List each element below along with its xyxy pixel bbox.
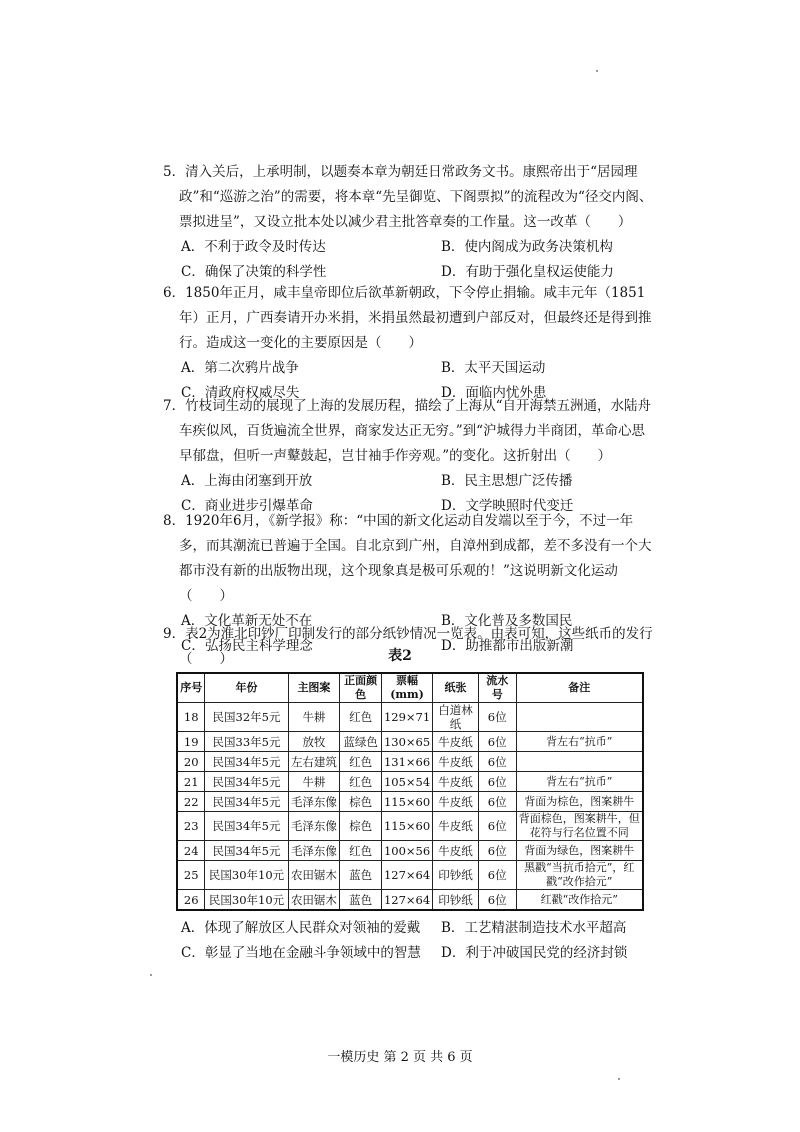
- cell-year: 民国32年5元: [205, 703, 288, 732]
- cell-paper: 牛皮纸: [433, 792, 479, 812]
- cell-size: 131×66: [381, 752, 432, 772]
- table-row: [177, 841, 643, 861]
- option-a: A．体现了解放区人民群众对领袖的爱戴: [181, 920, 421, 936]
- option-c: C．弘扬民主科学理念: [181, 638, 313, 654]
- cell-index: 25: [177, 861, 205, 890]
- cell-size: 127×64: [381, 890, 432, 911]
- option-c: C．彰显了当地在金融斗争领域中的智慧: [181, 945, 421, 961]
- cell-note: 红戳“改作拾元”: [516, 890, 643, 911]
- cell-note: [516, 703, 643, 732]
- option-b: B．文化普及多数国民: [441, 613, 573, 629]
- cell-serial: 6位: [478, 841, 516, 861]
- cell-size: 130×65: [381, 732, 432, 752]
- cell-index: 26: [177, 890, 205, 911]
- cell-paper: 牛皮纸: [433, 772, 479, 792]
- cell-size: 100×56: [381, 841, 432, 861]
- cell-serial: 6位: [478, 890, 516, 911]
- option-b: B．使内阁成为政务决策机构: [441, 239, 613, 255]
- table-row: [177, 890, 643, 911]
- cell-index: 22: [177, 792, 205, 812]
- table-row: [177, 732, 643, 752]
- cell-note: 黑戳“当抗币拾元”，红戳“改作拾元”: [516, 861, 643, 890]
- cell-serial: 6位: [478, 703, 516, 732]
- question-5-stem: 5．清入关后，上承明制，以题奏本章为朝廷日常政务文书。康熙帝出于“居园理政”和“巡游之治”的需要，将本章“先呈御览、下阁票拟”的流程改为“径交内阁、票拟进呈”，又设立批本处以减少君主批答章奏的工作量。这一改革（ ）: [163, 164, 653, 230]
- header-note: 备注: [516, 673, 643, 703]
- cell-index: 23: [177, 812, 205, 841]
- cell-index: 19: [177, 732, 205, 752]
- cell-pattern: 放牧: [288, 732, 340, 752]
- cell-size: 115×60: [381, 812, 432, 841]
- cell-note: 背面为棕色，图案耕牛: [516, 792, 643, 812]
- cell-index: 18: [177, 703, 205, 732]
- question-9-options: [163, 916, 653, 966]
- cell-year: 民国34年5元: [205, 772, 288, 792]
- question-9-stem: 9．表2为淮北印钞厂印制发行的部分纸钞情况一览表。由表可知，这些纸币的发行（ ）: [163, 626, 653, 667]
- cell-paper: 白道林纸: [433, 703, 479, 732]
- option-b: B．工艺精湛制造技术水平超高: [441, 920, 627, 936]
- cell-year: 民国30年10元: [205, 861, 288, 890]
- option-a: A．不利于政令及时传达: [181, 239, 326, 255]
- cell-index: 21: [177, 772, 205, 792]
- question-6: [163, 281, 653, 406]
- cell-note: 背面棕色，图案耕牛，但花符与行名位置不同: [516, 812, 643, 841]
- option-d: D．助推都市出版新潮: [441, 638, 574, 654]
- cell-paper: 牛皮纸: [433, 752, 479, 772]
- table-row: [177, 792, 643, 812]
- cell-pattern: 毛泽东像: [288, 812, 340, 841]
- scan-speck: [150, 974, 152, 976]
- cell-pattern: 牛耕: [288, 772, 340, 792]
- cell-color: 红色: [340, 703, 382, 732]
- banknote-table: [176, 672, 644, 911]
- option-a: A．文化革新无处不在: [181, 613, 313, 629]
- page-footer: 一模历史 第 2 页 共 6 页: [327, 1050, 473, 1065]
- cell-note: [516, 752, 643, 772]
- option-b: B．太平天国运动: [441, 360, 546, 376]
- cell-serial: 6位: [478, 772, 516, 792]
- cell-serial: 6位: [478, 752, 516, 772]
- table-caption: 表2: [388, 648, 412, 664]
- question-8-stem: 8．1920年6月，《新学报》称：“中国的新文化运动自发端以至于今，不过一年多，而其潮流已普遍于全国。自北京到广州，自漳州到成都，差不多没有一个大都市没有新的出版物出现，这个现象真是极可乐观的！”这说明新文化运动（ ）: [163, 513, 652, 604]
- table-row: [177, 772, 643, 792]
- cell-size: 115×60: [381, 792, 432, 812]
- table-row: [177, 703, 643, 732]
- cell-color: 棕色: [340, 792, 382, 812]
- header-pattern: 主图案: [288, 673, 340, 703]
- cell-serial: 6位: [478, 861, 516, 890]
- option-c: C．商业进步引爆革命: [181, 498, 313, 514]
- table-row: [177, 861, 643, 890]
- cell-year: 民国34年5元: [205, 812, 288, 841]
- header-color: 正面颜色: [340, 673, 382, 703]
- cell-pattern: 毛泽东像: [288, 792, 340, 812]
- cell-note: 背左右“抗币”: [516, 732, 643, 752]
- header-serial: 流水号: [478, 673, 516, 703]
- cell-color: 红色: [340, 752, 382, 772]
- table-row: [177, 812, 643, 841]
- option-d: D．有助于强化皇权运使能力: [441, 264, 614, 280]
- cell-color: 蓝绿色: [340, 732, 382, 752]
- scan-speck: [618, 1078, 620, 1080]
- cell-pattern: 毛泽东像: [288, 841, 340, 861]
- header-size: 票幅(mm): [381, 673, 432, 703]
- cell-year: 民国34年5元: [205, 792, 288, 812]
- cell-pattern: 左右建筑: [288, 752, 340, 772]
- header-index: 序号: [177, 673, 205, 703]
- question-9-answers: [163, 916, 653, 966]
- cell-color: 蓝色: [340, 861, 382, 890]
- cell-paper: 牛皮纸: [433, 812, 479, 841]
- cell-pattern: 农田锯木: [288, 861, 340, 890]
- scan-speck: [596, 70, 598, 72]
- table-row: [177, 752, 643, 772]
- question-7: [163, 394, 653, 519]
- cell-size: 127×64: [381, 861, 432, 890]
- question-7-stem: 7．竹枝词生动的展现了上海的发展历程，描绘了上海从“自开海禁五洲通，水陆舟车疾似风，百货遍流全世界，商家发达正无穷。”到“沪城得力半商团，革命心思早郁盘，但听一声鼙鼓起，岂甘袖手作旁观。”的变化。这折射出（ ）: [163, 398, 651, 464]
- cell-note: 背面为绿色，图案耕牛: [516, 841, 643, 861]
- option-d: D．面临内忧外患: [441, 385, 547, 401]
- option-b: B．民主思想广泛传播: [441, 473, 573, 489]
- cell-serial: 6位: [478, 732, 516, 752]
- cell-size: 105×54: [381, 772, 432, 792]
- cell-paper: 印钞纸: [433, 861, 479, 890]
- cell-paper: 牛皮纸: [433, 841, 479, 861]
- cell-color: 红色: [340, 841, 382, 861]
- option-c: C．清政府权威尽失: [181, 385, 300, 401]
- option-c: C．确保了决策的科学性: [181, 264, 327, 280]
- header-paper: 纸张: [433, 673, 479, 703]
- cell-year: 民国34年5元: [205, 841, 288, 861]
- cell-pattern: 农田锯木: [288, 890, 340, 911]
- cell-note: 背左右“抗币”: [516, 772, 643, 792]
- cell-size: 129×71: [381, 703, 432, 732]
- option-d: D．文学映照时代变迁: [441, 498, 574, 514]
- cell-paper: 牛皮纸: [433, 732, 479, 752]
- table-header-row: [177, 673, 643, 703]
- cell-year: 民国34年5元: [205, 752, 288, 772]
- question-5: [163, 160, 653, 285]
- cell-color: 红色: [340, 772, 382, 792]
- cell-index: 20: [177, 752, 205, 772]
- option-a: A．第二次鸦片战争: [181, 360, 299, 376]
- option-a: A．上海由闭塞到开放: [181, 473, 313, 489]
- option-d: D．利于冲破国民党的经济封锁: [441, 945, 628, 961]
- header-year: 年份: [205, 673, 288, 703]
- cell-pattern: 牛耕: [288, 703, 340, 732]
- cell-paper: 印钞纸: [433, 890, 479, 911]
- cell-index: 24: [177, 841, 205, 861]
- cell-year: 民国33年5元: [205, 732, 288, 752]
- cell-year: 民国30年10元: [205, 890, 288, 911]
- cell-color: 蓝色: [340, 890, 382, 911]
- cell-serial: 6位: [478, 792, 516, 812]
- question-5-options: [163, 235, 653, 285]
- cell-color: 棕色: [340, 812, 382, 841]
- cell-serial: 6位: [478, 812, 516, 841]
- question-6-stem: 6．1850年正月，咸丰皇帝即位后欲革新朝政，下令停止捐输。咸丰元年（1851年）正月，广西奏请开办米捐，米捐虽然最初遭到户部反对，但最终还是得到推行。造成这一变化的主要原因是（ ）: [163, 285, 652, 351]
